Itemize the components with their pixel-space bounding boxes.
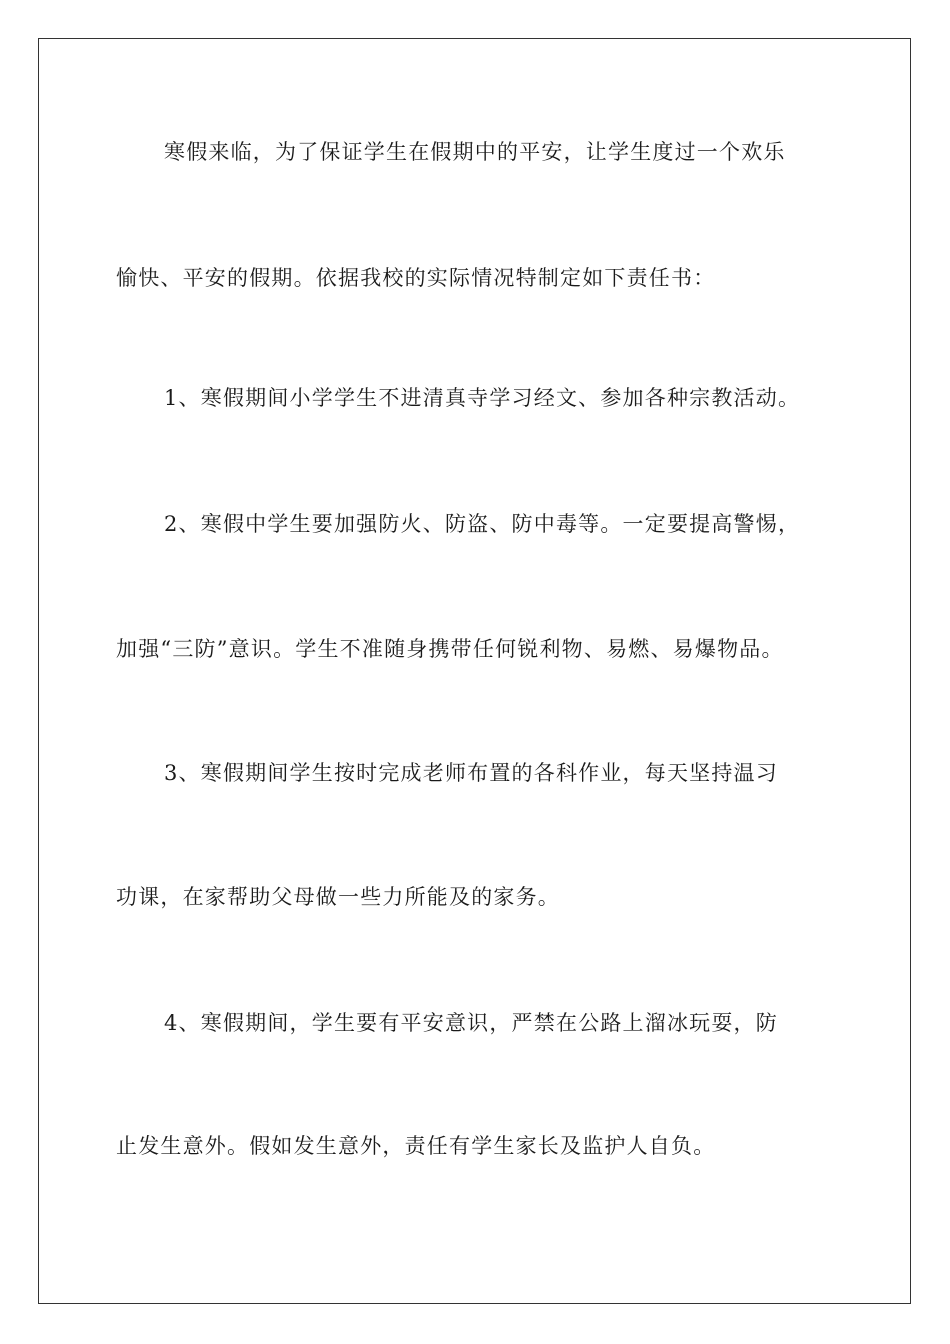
item-2-line-2: 加强“三防”意识。学生不准随身携带任何锐利物、易燃、易爆物品。 bbox=[116, 637, 784, 661]
intro-line-1: 寒假来临，为了保证学生在假期中的平安，让学生度过一个欢乐 bbox=[164, 140, 786, 164]
item-3-line-1: 3、寒假期间学生按时完成老师布置的各科作业，每天坚持温习 bbox=[164, 761, 778, 785]
item-3-line-2: 功课，在家帮助父母做一些力所能及的家务。 bbox=[116, 885, 560, 909]
intro-line-2: 愉快、平安的假期。依据我校的实际情况特制定如下责任书： bbox=[116, 266, 716, 290]
item-4-line-2: 止发生意外。假如发生意外，责任有学生家长及监护人自负。 bbox=[116, 1134, 716, 1158]
item-1-line-1: 1、寒假期间小学学生不进清真寺学习经文、参加各种宗教活动。 bbox=[164, 386, 801, 410]
item-2-line-1: 2、寒假中学生要加强防火、防盗、防中毒等。一定要提高警惕， bbox=[164, 512, 801, 536]
page-border bbox=[38, 38, 911, 1304]
item-4-line-1: 4、寒假期间，学生要有平安意识，严禁在公路上溜冰玩耍，防 bbox=[164, 1011, 778, 1035]
